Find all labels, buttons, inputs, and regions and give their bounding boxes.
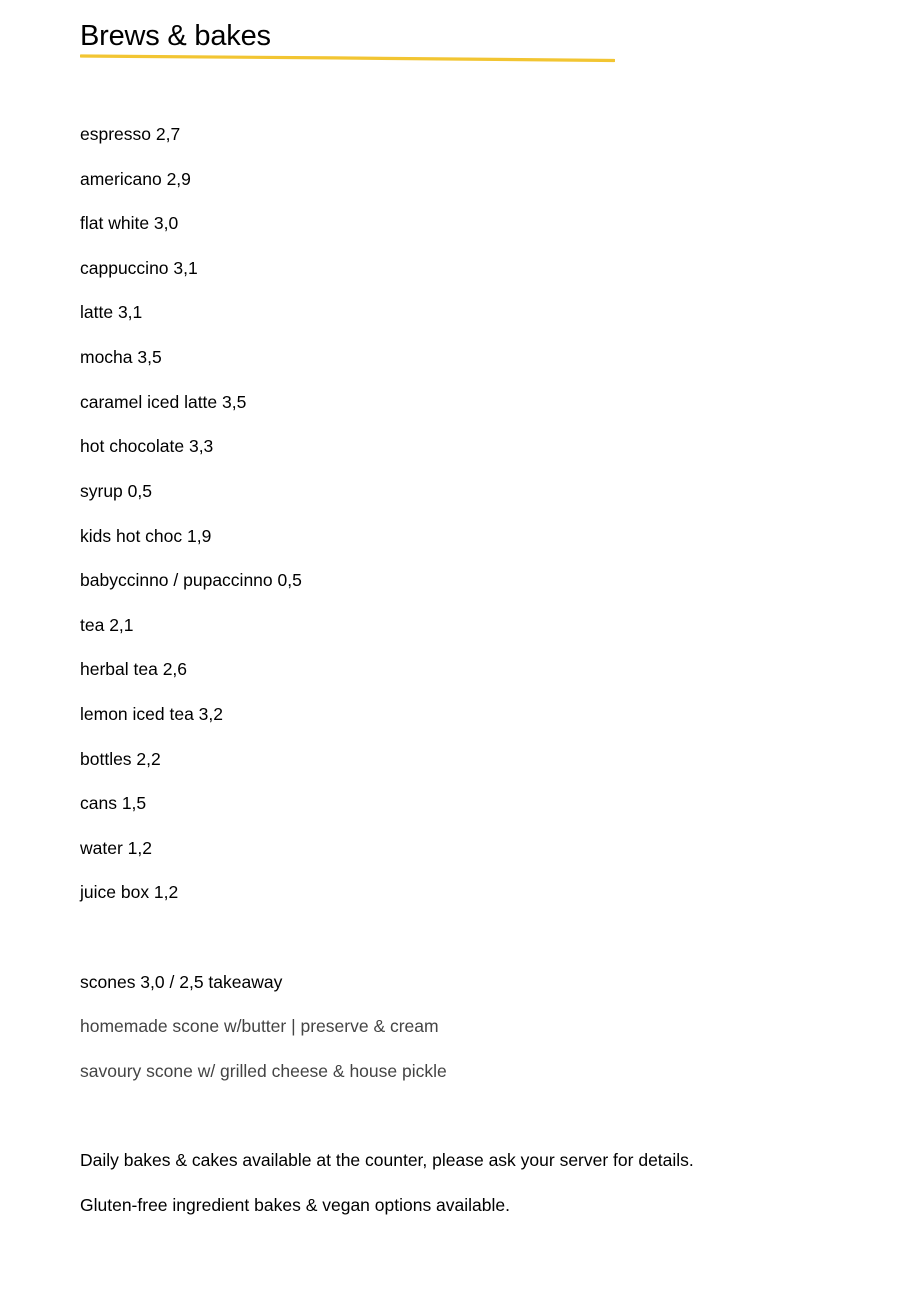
menu-item-tea: tea 2,1: [80, 615, 134, 635]
menu-item-bottles: bottles 2,2: [80, 749, 161, 769]
menu-item-kids-hot-choc: kids hot choc 1,9: [80, 526, 212, 546]
scones-heading: scones 3,0 / 2,5 takeaway: [80, 972, 283, 992]
menu-item-water: water 1,2: [80, 838, 152, 858]
menu-item-hot-chocolate: hot chocolate 3,3: [80, 436, 214, 456]
menu-item-espresso: espresso 2,7: [80, 124, 181, 144]
menu-item-cappuccino: cappuccino 3,1: [80, 258, 198, 278]
menu-item-babyccinno: babyccinno / pupaccinno 0,5: [80, 570, 302, 590]
note-gluten-free: Gluten-free ingredient bakes & vegan options available.: [80, 1195, 510, 1215]
note-daily-bakes: Daily bakes & cakes available at the counter, please ask your server for details.: [80, 1150, 694, 1170]
scone-option-homemade: homemade scone w/butter | preserve & cream: [80, 1016, 439, 1036]
menu-item-mocha: mocha 3,5: [80, 347, 162, 367]
menu-item-herbal-tea: herbal tea 2,6: [80, 659, 188, 679]
menu-item-juice-box: juice box 1,2: [80, 882, 179, 902]
menu-item-flat-white: flat white 3,0: [80, 213, 179, 233]
menu-item-latte: latte 3,1: [80, 302, 143, 322]
menu-item-lemon-iced-tea: lemon iced tea 3,2: [80, 704, 224, 724]
page-title: Brews & bakes: [80, 20, 271, 52]
scone-option-savoury: savoury scone w/ grilled cheese & house pickle: [80, 1061, 447, 1081]
menu-item-caramel-iced-latte: caramel iced latte 3,5: [80, 392, 247, 412]
menu-item-americano: americano 2,9: [80, 169, 191, 189]
title-underline: [80, 51, 615, 65]
menu-item-syrup: syrup 0,5: [80, 481, 152, 501]
menu-item-cans: cans 1,5: [80, 793, 147, 813]
